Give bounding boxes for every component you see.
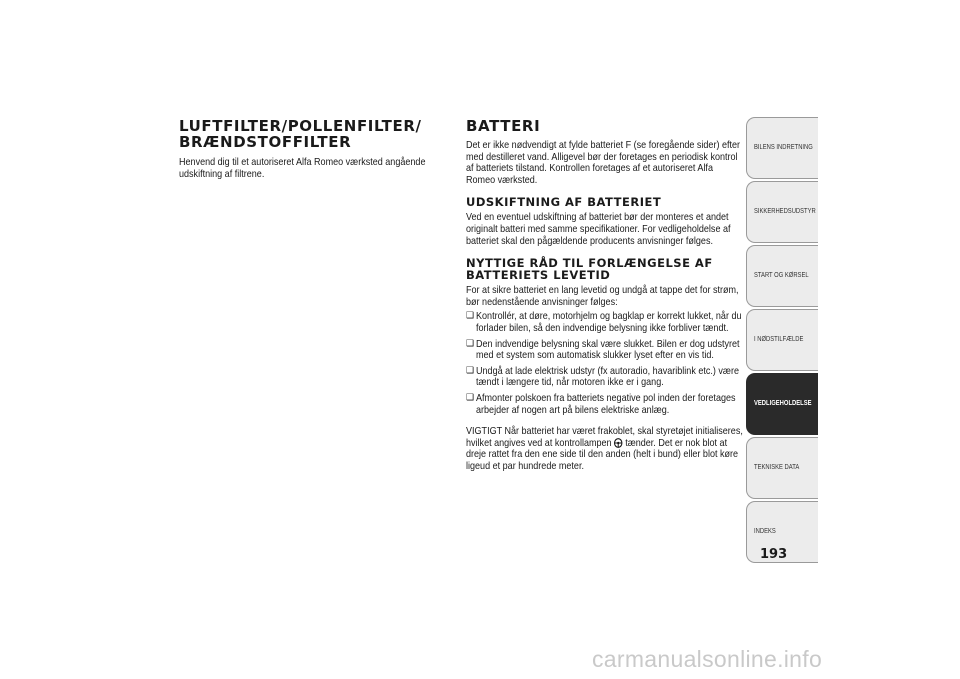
replace-battery-text bbox=[466, 212, 746, 247]
important-note-part1: VIGTIGT Når batteriet har været frakoblet, skal styretøjet initialiseres, hvilket angives ved at kontrollampen bbox=[466, 425, 743, 449]
filters-heading-line2: BRÆNDSTOFFILTER bbox=[179, 133, 352, 151]
tab-start-og-korsel[interactable] bbox=[746, 245, 818, 307]
list-item bbox=[466, 311, 746, 334]
battery-heading: BATTERI bbox=[466, 117, 541, 135]
left-column bbox=[179, 118, 449, 180]
list-item bbox=[466, 366, 746, 389]
list-item bbox=[466, 393, 746, 416]
tab-label: INDEKS bbox=[754, 526, 776, 535]
tab-label: TEKNISKE DATA bbox=[754, 462, 800, 471]
section-tabs bbox=[746, 117, 818, 565]
right-column bbox=[466, 118, 746, 472]
tab-label: SIKKERHEDSUDSTYR bbox=[754, 206, 816, 215]
replace-battery-text-content: Ved en eventuel udskiftning af batteriet bør der monteres et andet originalt batteri med samme specifikationer. For vedligeholdelse af batteriet skal den pågældende producents anvisninger følges. bbox=[466, 211, 731, 247]
tab-label: VEDLIGEHOLDELSE bbox=[754, 398, 812, 407]
battery-tips-list bbox=[466, 311, 746, 416]
list-item bbox=[466, 339, 746, 362]
battery-intro-text: Det er ikke nødvendigt at fylde batteriet F (se foregående sider) efter med destilleret vand. Alligevel bør der foretages en periodisk kontrol af batteriets tilstand. Kontrollen foretages af et autoriseret Alfa Romeo værksted. bbox=[466, 139, 741, 186]
battery-tips-intro bbox=[466, 285, 746, 308]
battery-intro bbox=[466, 140, 746, 186]
filters-heading-line1: LUFTFILTER/POLLENFILTER/ bbox=[179, 117, 422, 135]
list-item-text: ❑ Afmonter polskoen fra batteriets negative pol inden der foretages arbejder af nogen art på bilens elektriske anlæg. bbox=[476, 391, 736, 416]
important-note-part2: tænder. Det er nok blot at dreje rattet fra den ene side til den anden (helt i bund) eller blot køre ligeud et par hundrede meter. bbox=[466, 436, 739, 472]
filters-paragraph-text: Henvend dig til et autoriseret Alfa Romeo værksted angående udskiftning af filtrene. bbox=[179, 156, 426, 180]
tab-label: I NØDSTILFÆLDE bbox=[754, 334, 804, 343]
battery-tips-intro-text: For at sikre batteriet en lang levetid og undgå at tappe det for strøm, bør nedenstående anvisninger følges: bbox=[466, 284, 739, 308]
tab-vedligeholdelse[interactable] bbox=[746, 373, 818, 435]
tab-sikkerhedsudstyr[interactable] bbox=[746, 181, 818, 243]
list-item-text: ❑ Den indvendige belysning skal være slukket. Bilen er dog udstyret med et system som automatisk slukker lyset efter en vis tid. bbox=[476, 337, 740, 362]
filters-paragraph bbox=[179, 157, 449, 180]
steering-warning-lamp-icon bbox=[614, 438, 623, 448]
tab-label: START OG KØRSEL bbox=[754, 270, 809, 279]
replace-battery-heading: UDSKIFTNING AF BATTERIET bbox=[466, 195, 662, 210]
tab-label: BILENS INDRETNING bbox=[754, 142, 813, 151]
watermark: carmanualsonline.info bbox=[592, 646, 823, 672]
list-item-text: ❑ Kontrollér, at døre, motorhjelm og bagklap er korrekt lukket, når du forlader bilen, så den indvendige belysning ikke forbliver tændt. bbox=[476, 310, 742, 334]
tab-tekniske-data[interactable] bbox=[746, 437, 818, 499]
important-note bbox=[466, 426, 746, 472]
list-item-text: ❑ Undgå at lade elektrisk udstyr (fx autoradio, havariblink etc.) være tændt i længere tid, når motoren ikke er i gang. bbox=[476, 364, 739, 389]
page-number: 193 bbox=[760, 547, 788, 562]
filters-heading bbox=[179, 118, 449, 150]
battery-tips-heading: NYTTIGE RÅD TIL FORLÆNGELSE AF BATTERIETS LEVETID bbox=[466, 256, 713, 283]
tab-bilens-indretning[interactable] bbox=[746, 117, 818, 179]
important-note-text bbox=[466, 426, 743, 472]
tab-i-nodstilfaelde[interactable] bbox=[746, 309, 818, 371]
